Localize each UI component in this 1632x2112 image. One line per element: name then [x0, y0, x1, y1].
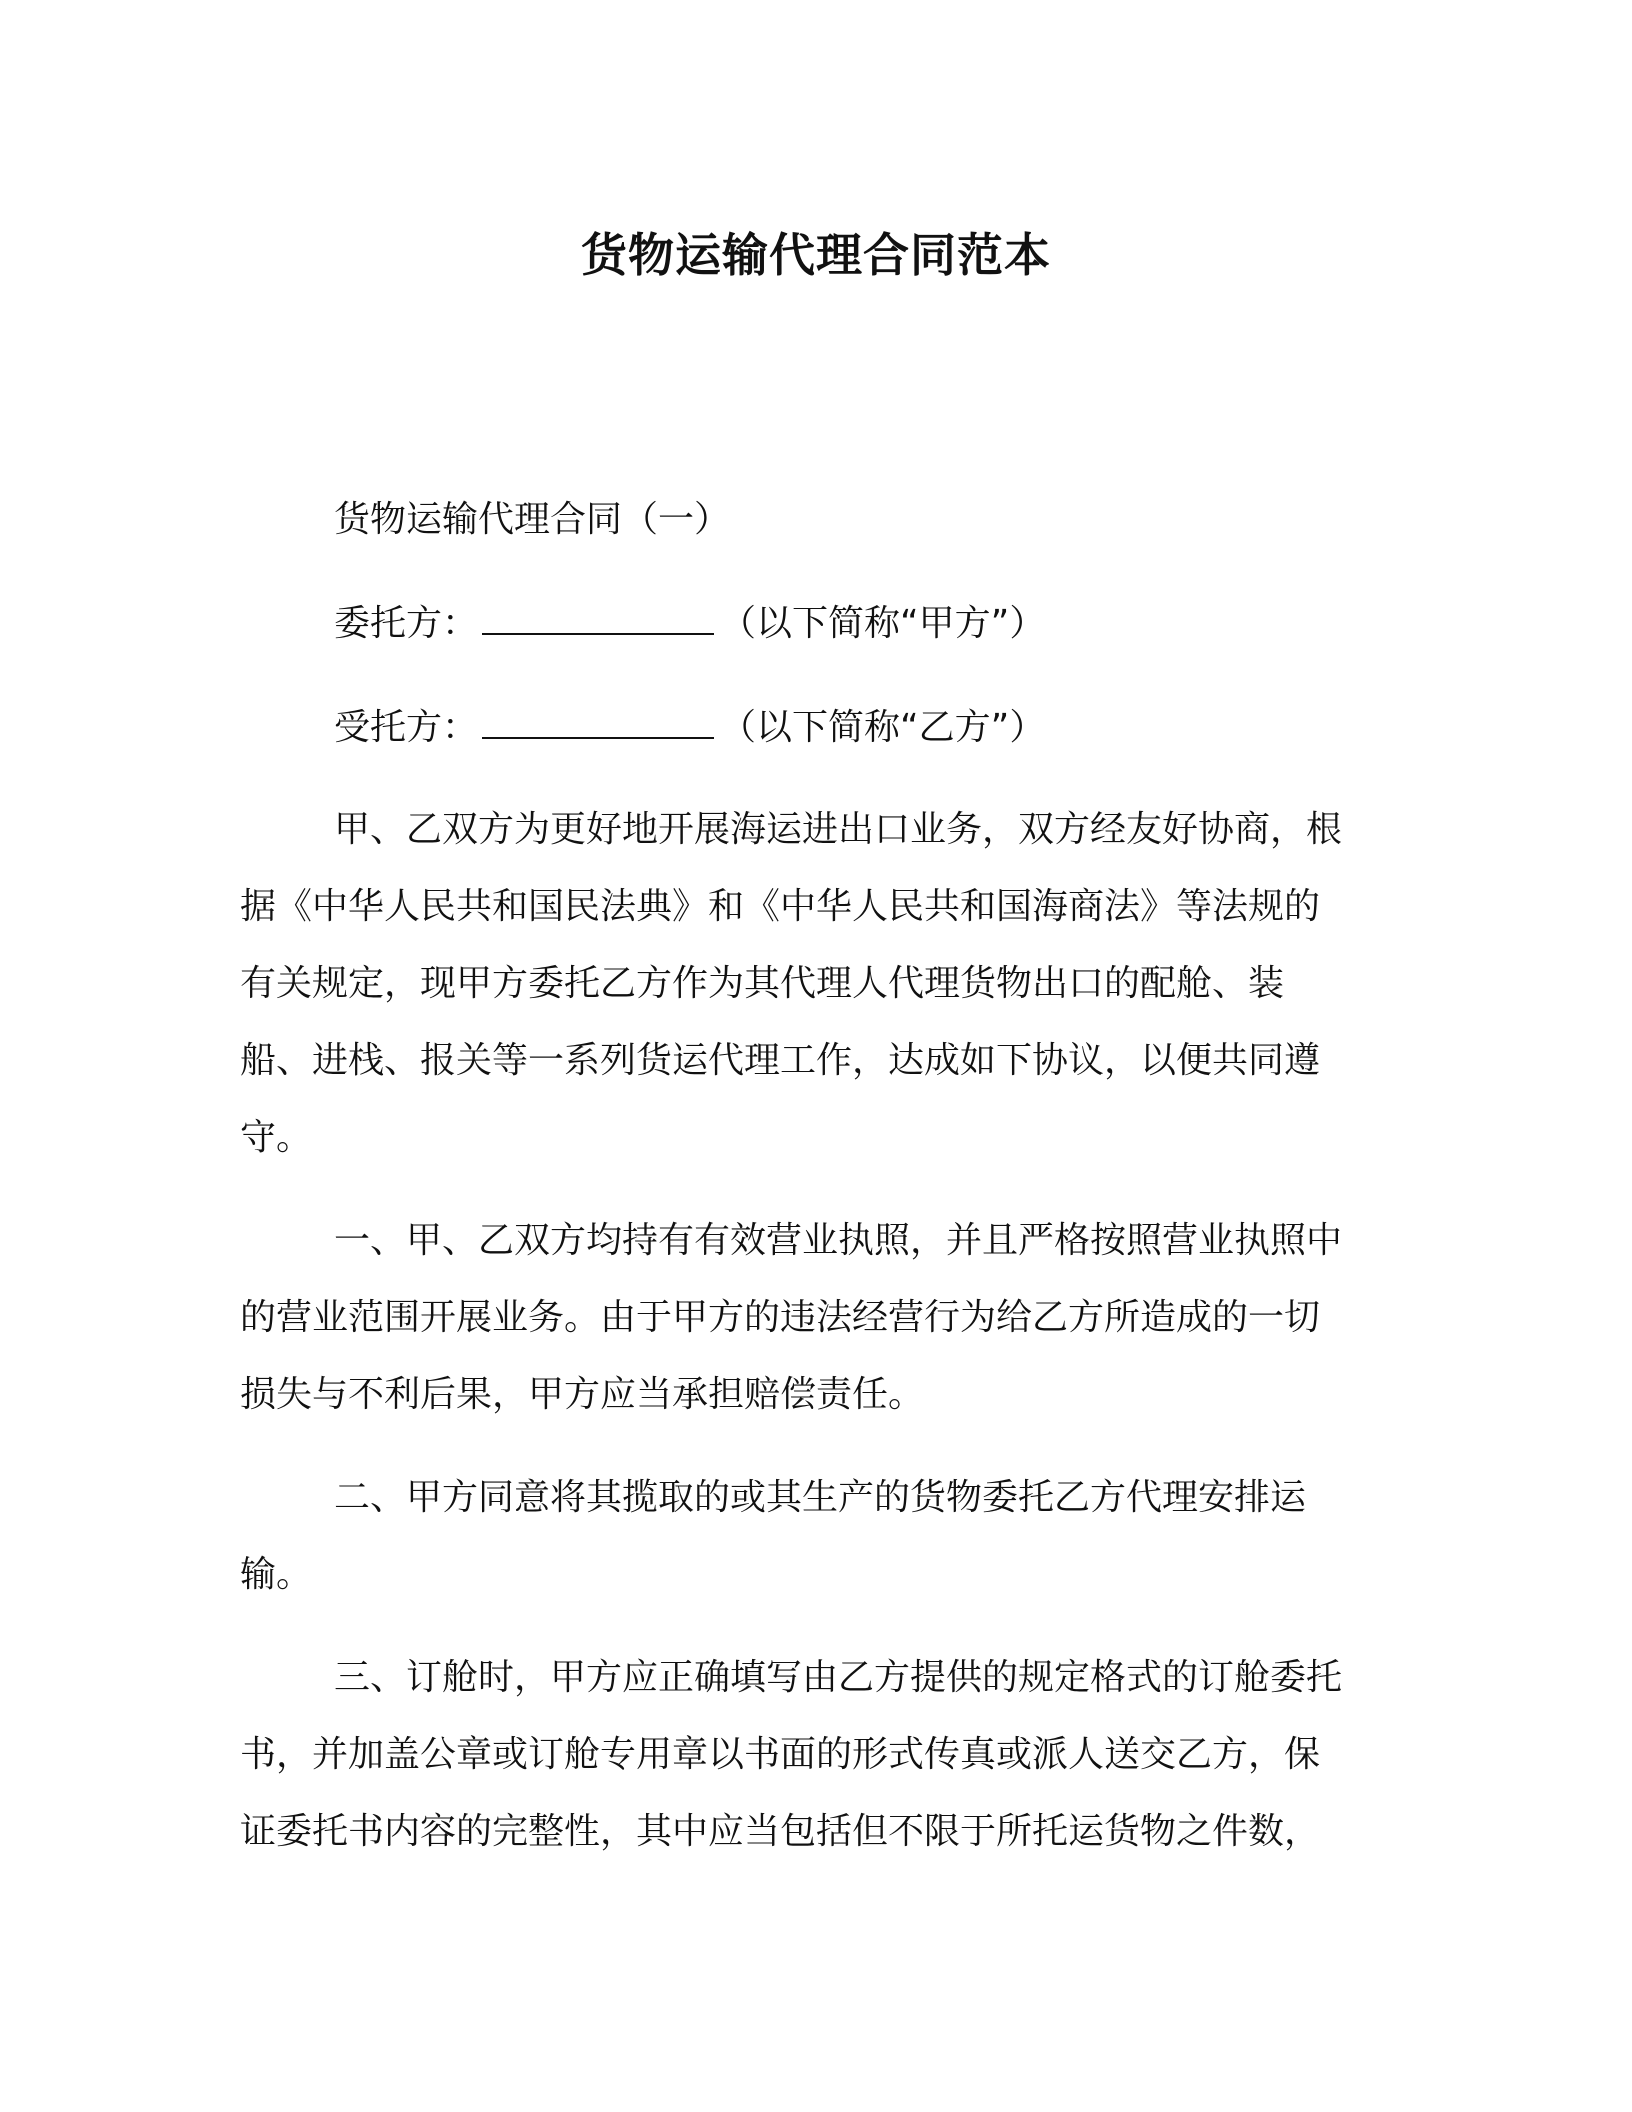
preamble-line: 船、进栈、报关等一系列货运代理工作，达成如下协议，以便共同遵 — [240, 1040, 1321, 1081]
document-title: 货物运输代理合同范本 — [581, 228, 1051, 282]
agent-label: 受托方： — [334, 707, 479, 748]
clause-2-line: 二、甲方同意将其揽取的或其生产的货物委托乙方代理安排运 — [334, 1477, 1307, 1518]
clause-3-line: 书，并加盖公章或订舱专用章以书面的形式传真或派人送交乙方，保 — [240, 1734, 1321, 1775]
clause-1-line: 一、甲、乙双方均持有有效营业执照，并且严格按照营业执照中 — [334, 1220, 1343, 1261]
agent-note: （以下简称“乙方”） — [720, 707, 1046, 748]
principal-name-blank — [482, 603, 714, 635]
contract-subtitle: 货物运输代理合同（一） — [334, 499, 731, 540]
principal-note: （以下简称“甲方”） — [720, 603, 1046, 644]
preamble-line: 据《中华人民共和国民法典》和《中华人民共和国海商法》等法规的 — [240, 886, 1321, 927]
clause-1-line: 损失与不利后果，甲方应当承担赔偿责任。 — [240, 1374, 925, 1415]
clause-2-line: 输。 — [240, 1554, 313, 1595]
agent-name-blank — [482, 707, 714, 739]
clause-1-line: 的营业范围开展业务。由于甲方的违法经营行为给乙方所造成的一切 — [240, 1297, 1321, 1338]
preamble-line: 守。 — [240, 1117, 313, 1158]
preamble-line: 有关规定，现甲方委托乙方作为其代理人代理货物出口的配舱、装 — [240, 963, 1285, 1004]
agent-line — [334, 704, 1045, 752]
preamble-line: 甲、乙双方为更好地开展海运进出口业务，双方经友好协商，根 — [334, 809, 1343, 850]
clause-3-line: 三、订舱时，甲方应正确填写由乙方提供的规定格式的订舱委托 — [334, 1657, 1343, 1698]
principal-line — [334, 600, 1045, 648]
principal-label: 委托方： — [334, 603, 479, 644]
clause-3-line: 证委托书内容的完整性，其中应当包括但不限于所托运货物之件数， — [240, 1811, 1321, 1852]
